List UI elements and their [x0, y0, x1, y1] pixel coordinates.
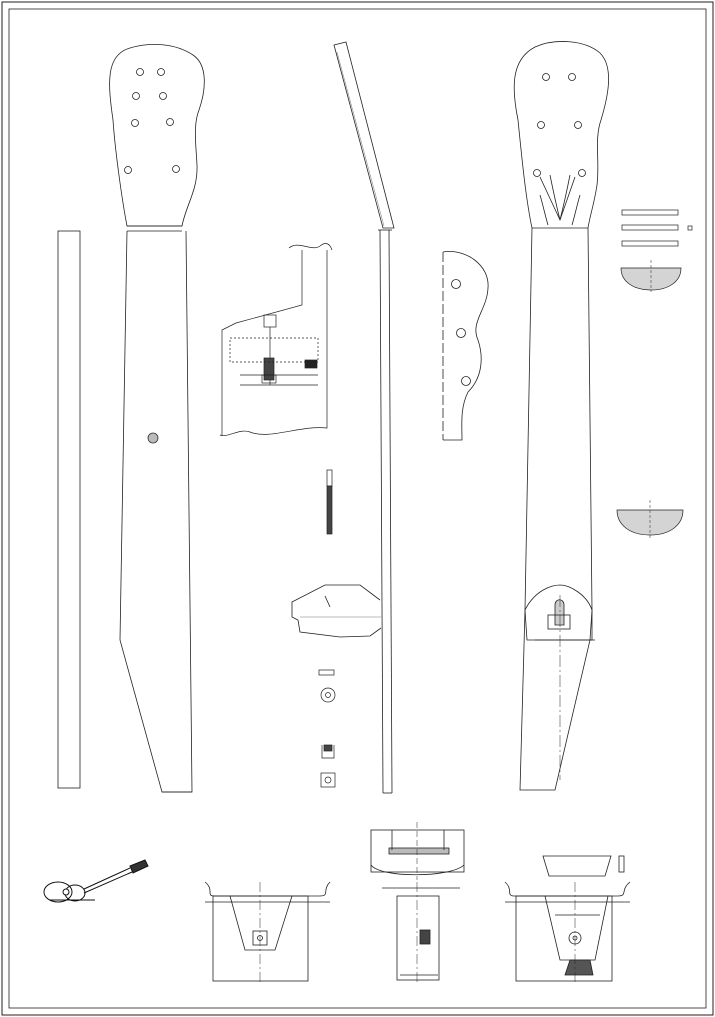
- heel-detail-right: [505, 856, 630, 985]
- heel-section-detail: [220, 243, 332, 435]
- heel-detail-left: [205, 882, 330, 985]
- headstock-profile: [443, 251, 488, 440]
- fret-scale-ruler: [58, 231, 80, 788]
- heel-detail-center: [371, 822, 464, 985]
- neck-front-view: [110, 44, 205, 792]
- nut-profiles: [622, 210, 692, 246]
- inner-border: [9, 9, 706, 1008]
- small-parts: [319, 670, 335, 787]
- neck-side-view: [292, 42, 394, 793]
- outer-border: [2, 2, 713, 1015]
- position-marker-dot: [148, 433, 158, 443]
- guitar-sketch-icon: [44, 860, 148, 902]
- tuner-holes-back: [534, 74, 586, 177]
- bolt-detail: [327, 470, 332, 534]
- neck-back-view: [514, 41, 608, 790]
- tuner-holes-front: [125, 69, 180, 174]
